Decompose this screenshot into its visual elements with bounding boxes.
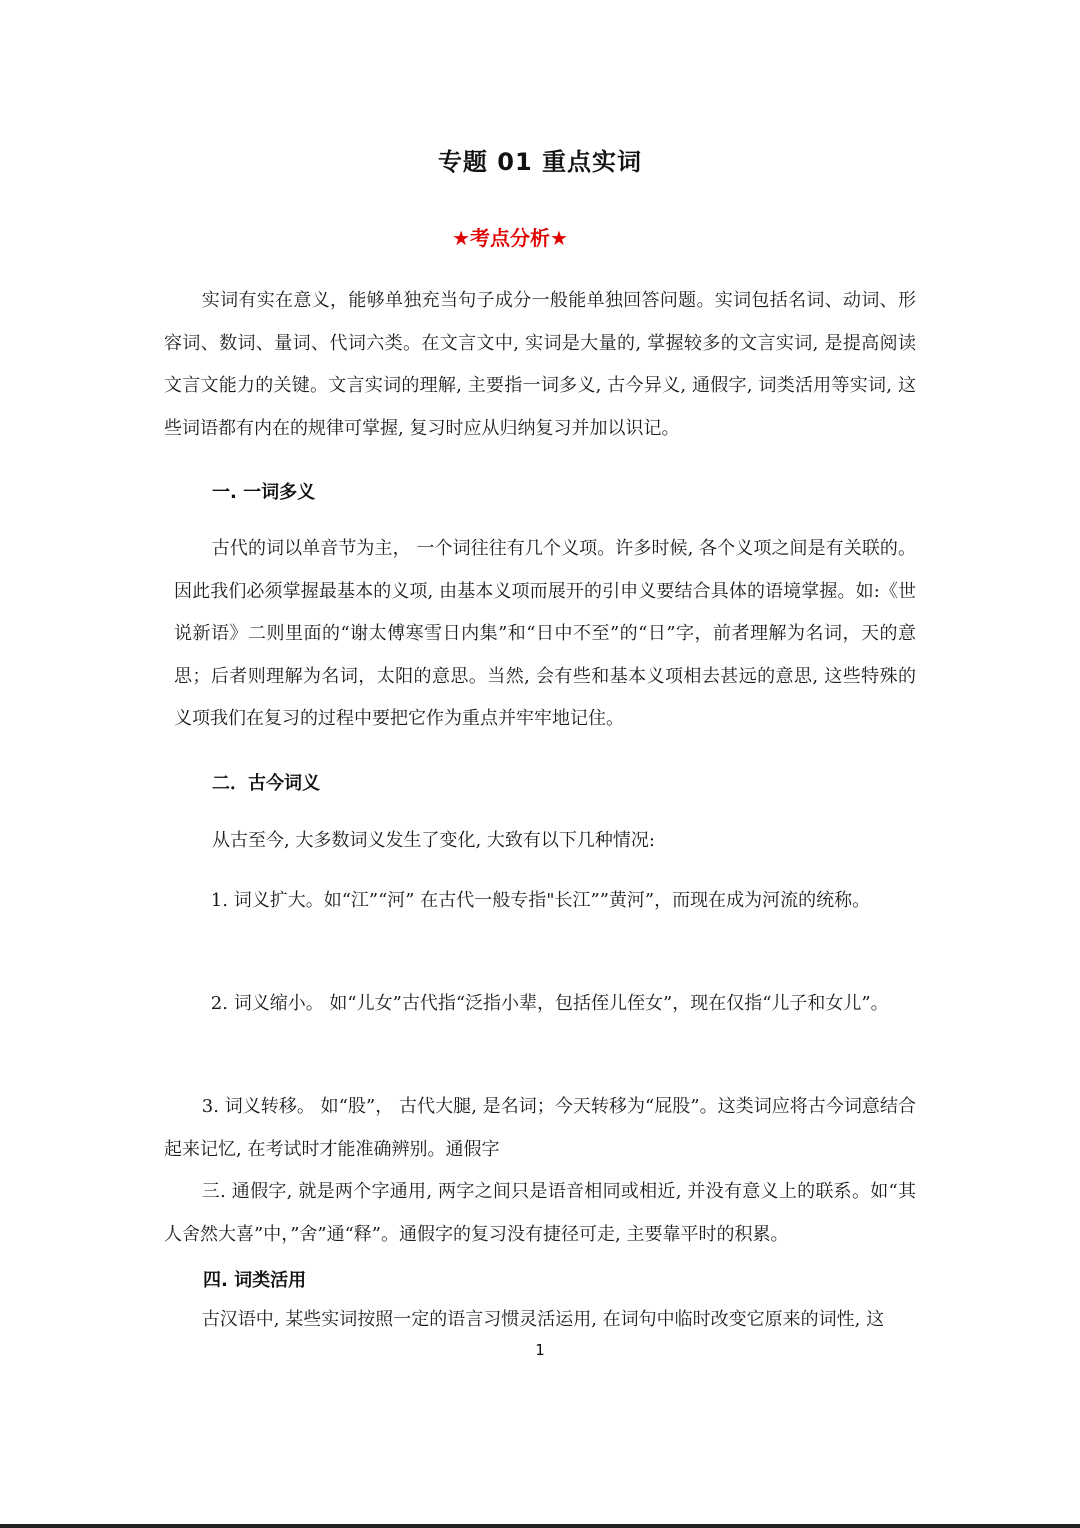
section2-item-3: 3. 词义转移。 如“股”， 古代大腿, 是名词；今天转移为“屁股”。这类词应将古今词意结合起来记忆, 在考试时才能准确辨别。通假字 — [164, 1096, 916, 1160]
section1-paragraph: 古代的词以单音节为主， 一个词往往有几个义项。许多时候, 各个义项之间是有关联的。因此我们必须掌握最基本的义项, 由基本义项而展开的引申义要结合具体的语境掌握。如:《世说新语》二则里面的“谢太傅寒雪日内集”和“日中不至”的“日”字，前者理解为名词，天的意思；后者则理解为名词，太阳的意思。当然, 会有些和基本义项相去甚远的意思, 这些特殊的义项我们在复习的过程中要把它作为重点并牢牢地记住。 — [174, 538, 916, 729]
section2-item-2: 2. 词义缩小。 如“儿女”古代指“泛指小辈，包括侄儿侄女”，现在仅指“儿子和女儿”。 — [210, 993, 889, 1014]
section2-item-1: 1. 词义扩大。如“江”“河” 在古代一般专指"长江””黄河”，而现在成为河流的统称。 — [210, 890, 871, 911]
section-subtitle: ★考点分析★ — [452, 226, 568, 250]
page-bottom-border — [0, 1524, 1080, 1528]
section-heading-4: 四. 词类活用 — [203, 1270, 307, 1291]
document-title: 专题 01 重点实词 — [437, 148, 643, 176]
section4-paragraph: 古汉语中, 某些实词按照一定的语言习惯灵活运用, 在词句中临时改变它原来的词性, 这 — [201, 1309, 885, 1330]
intro-paragraph: 实词有实在意义，能够单独充当句子成分一般能单独回答问题。实词包括名词、动词、形容词、数词、量词、代词六类。在文言文中, 实词是大量的, 掌握较多的文言实词, 是提高阅读文言文能力的关键。文言实词的理解, 主要指一词多义, 古今异义, 通假字, 词类活用等实词, 这些词语都有内在的规律可掌握, 复习时应从归纳复习并加以识记。 — [164, 290, 916, 439]
section-heading-2: 二．古今词义 — [212, 773, 320, 794]
section-heading-1: 一. 一词多义 — [212, 482, 316, 503]
section2-intro: 从古至今, 大多数词义发生了变化, 大致有以下几种情况: — [212, 830, 655, 851]
section3-paragraph: 三. 通假字, 就是两个字通用, 两字之间只是语音相同或相近, 并没有意义上的联系。如“其人舍然大喜”中，”舍”通“释”。通假字的复习没有捷径可走, 主要靠平时的积累。 — [164, 1181, 916, 1245]
page-number: 1 — [535, 1341, 545, 1359]
